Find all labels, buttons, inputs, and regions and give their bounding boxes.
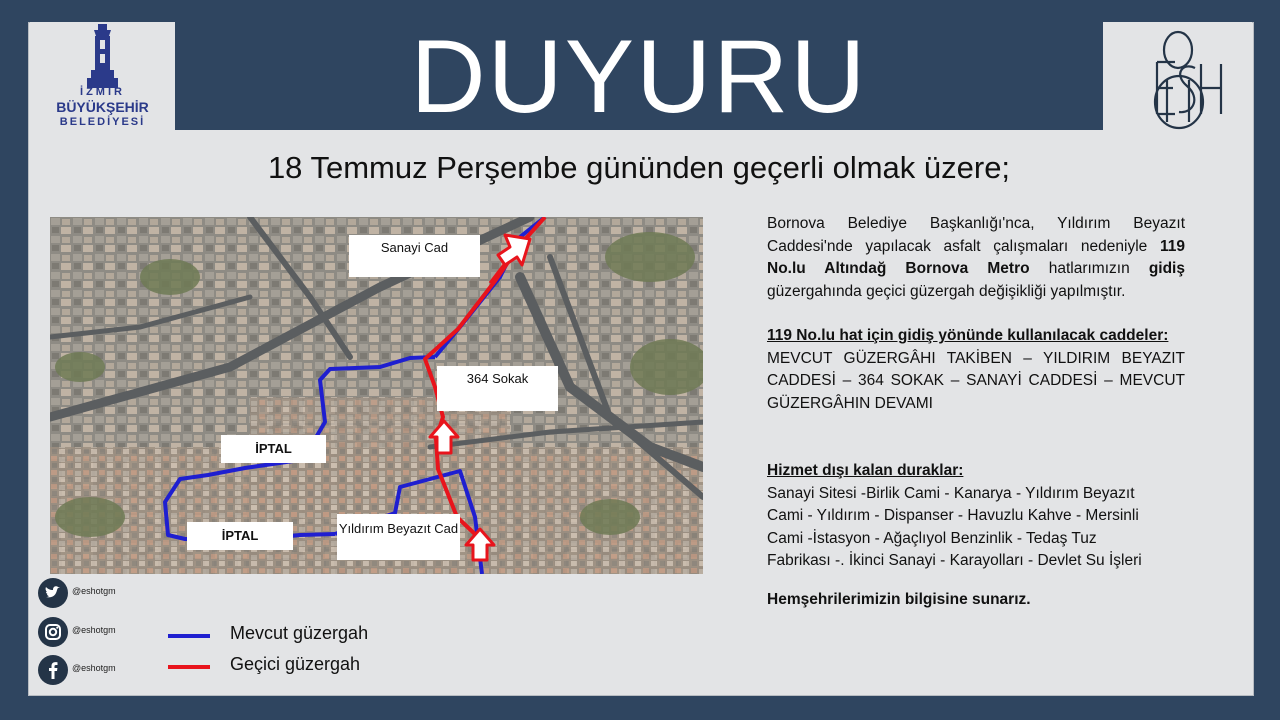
map-label-364-sokak: 364 Sokak xyxy=(437,366,558,411)
route-body: MEVCUT GÜZERGÂHI TAKİBEN – YILDIRIM BEYAZIT CADDESİ – 364 SOKAK – SANAYİ CADDESİ – MEVCUT GÜZERGÂHIN DEVAMI xyxy=(767,349,1185,412)
intro-text-3: güzergahında geçici güzergah değişikliği yapılmıştır. xyxy=(767,282,1126,300)
legend-swatch-temporary xyxy=(168,665,210,669)
stops-line: Sanayi Sitesi -Birlik Cami - Kanarya - Yıldırım Beyazıt xyxy=(767,484,1135,502)
legend-label-temporary: Geçici güzergah xyxy=(230,654,361,674)
map-label-sanayi-cad: Sanayi Cad xyxy=(349,235,480,277)
facebook-handle: @eshotgm xyxy=(72,663,116,673)
social-instagram[interactable] xyxy=(38,617,178,649)
twitter-icon xyxy=(38,578,68,608)
stops-heading: Hizmet dışı kalan duraklar: xyxy=(767,462,964,479)
map-label-iptal-lower: İPTAL xyxy=(187,522,293,550)
route-map xyxy=(50,217,703,574)
closing-text: Hemşehrilerimizin bilgisine sunarız. xyxy=(767,591,1031,608)
stops-section xyxy=(767,460,1185,573)
stops-line: Cami - Yıldırım - Dispanser - Havuzlu Kahve - Mersinli xyxy=(767,507,1139,524)
route-section xyxy=(767,325,1185,415)
intro-text-1: Bornova Belediye Başkanlığı'nca, Yıldırım Beyazıt Caddesi'nde yapılacak asfalt çalışmaları nedeniyle xyxy=(767,215,1185,255)
logo-line-belediyesi: BELEDİYESİ xyxy=(59,116,146,128)
route-heading: 119 No.lu hat için gidiş yönünde kullanılacak caddeler: xyxy=(767,327,1169,344)
validity-subtitle: 18 Temmuz Perşembe gününden geçerli olmak üzere; xyxy=(267,150,1011,185)
stops-line: Cami -İstasyon - Ağaçlıyol Benzinlik - Tedaş Tuz xyxy=(767,529,1097,547)
logo-line-buyuksehir: BÜYÜKŞEHİR xyxy=(56,99,149,115)
twitter-handle: @eshotgm xyxy=(72,586,116,596)
intro-text-2: hatlarımızın xyxy=(1029,260,1149,277)
stops-line: Fabrikası -. İkinci Sanayi - Karayolları - Devlet Su İşleri xyxy=(767,552,1142,569)
intro-direction: gidiş xyxy=(1148,260,1185,277)
logo-line-izmir: İZMİR xyxy=(80,86,125,98)
map-label-iptal-upper: İPTAL xyxy=(221,435,326,463)
map-label-yildirim-beyazit: Yıldırım Beyazıt Cad xyxy=(337,514,460,560)
instagram-icon xyxy=(38,617,68,647)
intro-paragraph xyxy=(767,213,1185,303)
page-title: DUYURU xyxy=(410,19,868,135)
social-facebook[interactable] xyxy=(38,655,178,687)
izmir-logo xyxy=(30,22,175,130)
social-twitter[interactable] xyxy=(38,578,178,610)
legend-swatch-current xyxy=(168,634,210,638)
instagram-handle: @eshotgm xyxy=(72,625,116,635)
eshot-monogram-icon xyxy=(1103,22,1252,130)
eshot-logo xyxy=(1103,22,1252,130)
clock-tower-icon xyxy=(30,22,175,92)
legend-label-current: Mevcut güzergah xyxy=(230,623,369,643)
intro-line-number: 119 No.lu Altındağ Bornova Metro xyxy=(767,237,1185,277)
facebook-icon xyxy=(38,655,68,685)
